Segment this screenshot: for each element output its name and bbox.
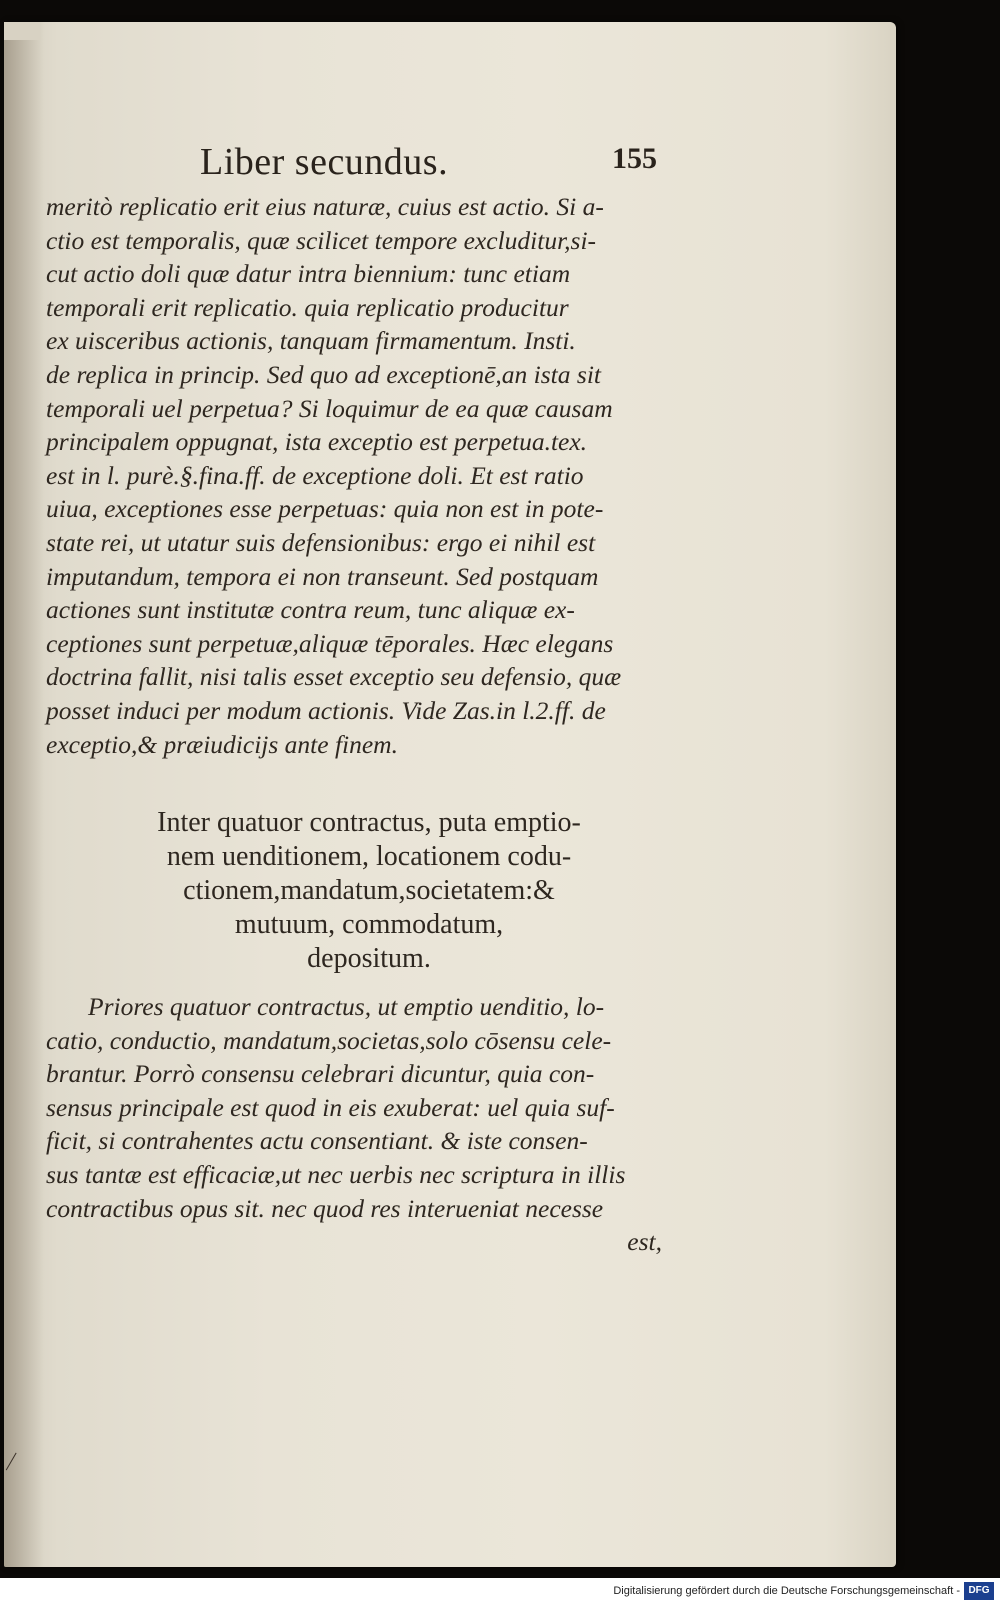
heading-line: ctionem,mandatum,societatem:& — [183, 875, 555, 906]
page-corner — [4, 22, 40, 40]
text-line: Priores quatuor contractus, ut emptio uenditio, lo- — [88, 992, 605, 1021]
text-line: contractibus opus sit. nec quod res interueniat necesse — [46, 1193, 604, 1223]
text-line: posset induci per modum actionis. Vide Zas.in l.2.ff. de — [46, 695, 606, 725]
text-line: principalem oppugnat, ista exceptio est perpetua.tex. — [46, 427, 588, 457]
text-line: actiones sunt institutæ contra reum, tunc aliquæ ex- — [46, 595, 575, 625]
text-line: exceptio,& præiudicijs ante finem. — [46, 729, 398, 759]
funding-credit: Digitalisierung gefördert durch die Deutsche Forschungsgemeinschaft - — [613, 1585, 960, 1597]
text-line: ceptiones sunt perpetuæ,aliquæ tēporales. Hæc elegans — [46, 628, 614, 658]
catchword: est, — [627, 1227, 662, 1257]
paragraph-replicatio — [46, 190, 676, 761]
text-line: ficit, si contrahentes actu consentiant. & iste consen- — [46, 1126, 588, 1156]
text-line: brantur. Porrò consensu celebrari dicuntur, quia con- — [46, 1059, 595, 1089]
text-line: sensus principale est quod in eis exuberat: uel quia suf- — [46, 1092, 615, 1122]
text-line: temporali uel perpetua? Si loquimur de ea quæ causam — [46, 393, 613, 423]
footer-bar — [0, 1578, 1000, 1607]
spine-shadow — [4, 22, 44, 1567]
page-number: 155 — [612, 142, 657, 175]
heading-line: mutuum, commodatum, — [234, 909, 504, 940]
text-line: ctio est temporalis, quæ scilicet tempore excluditur,si- — [46, 225, 597, 255]
text-line: ex uisceribus actionis, tanquam firmamentum. Insti. — [46, 326, 576, 356]
heading-line: Inter quatuor contractus, puta emptio- — [157, 807, 581, 838]
paragraph-contractus — [46, 990, 676, 1259]
text-line: uiua, exceptiones esse perpetuas: quia non est in pote- — [46, 494, 604, 524]
dfg-logo: DFG — [964, 1582, 994, 1600]
text-line: state rei, ut utatur suis defensionibus: ergo ei nihil est — [46, 527, 596, 557]
page-header — [4, 140, 896, 190]
text-line: meritò replicatio erit eius naturæ, cuius est actio. Si a- — [46, 192, 604, 221]
heading-line: depositum. — [307, 943, 431, 974]
text-line: sus tantæ est efficaciæ,ut nec uerbis nec scriptura in illis — [46, 1159, 626, 1189]
section-heading — [64, 806, 674, 976]
book-page — [4, 22, 896, 1567]
text-line: temporali erit replicatio. quia replicatio producitur — [46, 292, 569, 322]
text-line: est in l. purè.§.fina.ff. de exceptione doli. Et est ratio — [46, 460, 584, 490]
text-line: catio, conductio, mandatum,societas,solo cōsensu cele- — [46, 1025, 612, 1055]
text-line: doctrina fallit, nisi talis esset exceptio seu defensio, quæ — [46, 662, 622, 692]
text-line: cut actio doli quæ datur intra biennium: tunc etiam — [46, 259, 571, 289]
text-line: de replica in princip. Sed quo ad exceptionē,an ista sit — [46, 359, 601, 389]
text-line: imputandum, tempora ei non transeunt. Sed postquam — [46, 561, 599, 591]
running-head: Liber secundus. — [200, 141, 449, 183]
heading-line: nem uenditionem, locationem codu- — [166, 841, 572, 872]
